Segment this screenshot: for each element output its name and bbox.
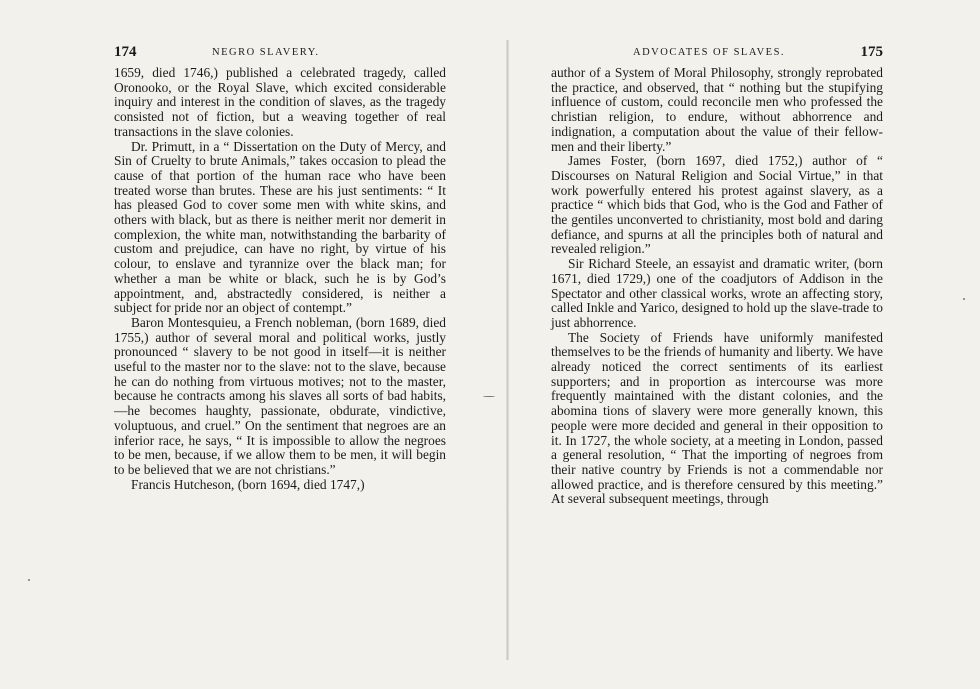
left-page xyxy=(114,44,446,492)
right-body-text xyxy=(551,66,883,507)
paragraph: Dr. Primutt, in a “ Dissertation on the Duty of Mercy, and Sin of Cruelty to brute Animals,” takes occasion to plead the cause of that portion of the human race who have been treated worse than brutes. These are his just sentiments: “ It has pleased God to cover some men with white skins, and others with black, but as there is neither merit nor demerit in complexion, the white man, notwithstanding the barbarity of custom and prejudice, can have no right, by virtue of his colour, to enslave and tyrannize over the black man; for whether a man be white or black, such he is by God’s appointment, and, abstractedly considered, is neither a subject for pride nor an object of contempt.” xyxy=(114,138,446,316)
right-running-title: ADVOCATES OF SLAVES. xyxy=(633,47,786,58)
right-running-head xyxy=(551,44,883,66)
book-gutter xyxy=(506,40,509,660)
left-body-text xyxy=(114,66,446,492)
left-running-head xyxy=(114,44,446,66)
paragraph: Francis Hutcheson, (born 1694, died 1747,) xyxy=(131,476,365,492)
paragraph: 1659, died 1746,) published a celebrated tragedy, called Oronooko, or the Royal Slave, which excited considerable inquiry and interest in the condition of slaves, as the tragedy consisted not of fiction, but a weaving together of real transactions in the slave colonies. xyxy=(114,65,446,139)
left-running-title: NEGRO SLAVERY. xyxy=(212,47,320,58)
paper-speck xyxy=(963,298,965,300)
paper-speck xyxy=(28,579,30,581)
right-page-number: 175 xyxy=(860,44,883,60)
paper-mark xyxy=(483,396,495,397)
paragraph: The Society of Friends have uniformly manifested themselves to be the friends of humanity and liberty. We have already noticed the correct sentiments of its earliest supporters; and in proportion as intercourse was more frequently maintained with the distant colonies, and the abomina tions of slavery were more generally known, this people were more decided and general in their opposition to it. In 1727, the whole society, at a meeting in London, passed a general resolution, “ That the importing of negroes from their native country by Friends is not a commendable nor allowed practice, and is therefore censured by this meeting.” At several subsequent meetings, through xyxy=(551,329,883,507)
right-page xyxy=(551,44,883,507)
paragraph: author of a System of Moral Philosophy, strongly reprobated the practice, and observed, that “ nothing but the stupifying influence of custom, could reconcile men who professed the christian religion, to endure, without abhorrence and indignation, a computation about the value of their fellow-men and their liberty.” xyxy=(551,65,883,154)
paragraph: Sir Richard Steele, an essayist and dramatic writer, (born 1671, died 1729,) one of the coadjutors of Addison in the Spectator and other classical works, wrote an affecting story, called Inkle and Yarico, designed to hold up the slave-trade to just abhorrence. xyxy=(551,256,883,330)
paragraph: James Foster, (born 1697, died 1752,) author of “ Discourses on Natural Religion and Social Virtue,” in that work powerfully entered his protest against slavery, as a practice “ which bids that God, who is the God and Father of the gentiles unconverted to christianity, most bold and daring defiance, and spurns at all the principles both of natural and revealed religion.” xyxy=(551,153,883,257)
left-page-number: 174 xyxy=(114,44,137,60)
paragraph: Baron Montesquieu, a French nobleman, (born 1689, died 1755,) author of several moral and political works, justly pronounced “ slavery to be not good in itself—it is neither useful to the master nor to the slave: not to the slave, because he can do nothing from virtuous motives; not to the master, because he contracts among his slaves all sorts of bad habits,—he becomes haughty, passionate, obdurate, vindictive, voluptuous, and cruel.” On the sentiment that negroes are an inferior race, he says, “ It is impossible to allow the negroes to be men, because, if we allow them to be men, it will begin to be believed that we are not christians.” xyxy=(114,314,446,477)
